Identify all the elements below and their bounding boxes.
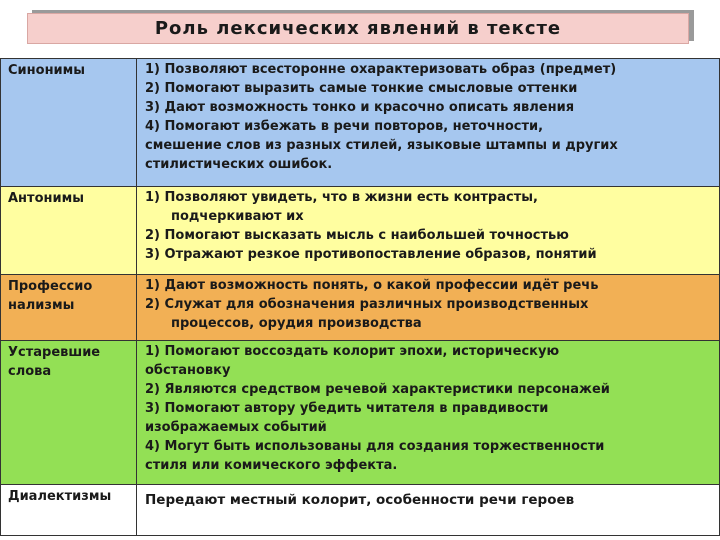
row-label: слова: [8, 364, 52, 379]
content-line: 1) Позволяют всесторонне охарактеризовать образ (предмет): [145, 62, 617, 77]
row-label: нализмы: [8, 298, 75, 313]
content-line: смешение слов из разных стилей, языковые штампы и других: [145, 138, 618, 153]
row-label-cell: [1, 59, 137, 187]
content-line: 2) Помогают высказать мысль с наибольшей точностью: [145, 228, 569, 243]
row-label: Антонимы: [8, 191, 84, 206]
content-line: стилистических ошибок.: [145, 157, 333, 172]
content-line: изображаемых событий: [145, 420, 327, 435]
row-label-cell: [1, 341, 137, 485]
table-row: [1, 341, 720, 485]
row-label-cell: [1, 187, 137, 275]
table-row: [1, 275, 720, 341]
row-content-cell: [137, 275, 720, 341]
lexical-phenomena-table: [0, 58, 720, 536]
content-line: 4) Могут быть использованы для создания торжественности: [145, 439, 605, 454]
row-content-cell: [137, 59, 720, 187]
row-label: Профессио: [8, 279, 93, 294]
content-line: 2) Служат для обозначения различных производственных: [145, 297, 589, 312]
content-line: 1) Дают возможность понять, о какой профессии идёт речь: [145, 278, 599, 293]
content-line: 2) Являются средством речевой характеристики персонажей: [145, 382, 610, 397]
row-label: Синонимы: [8, 63, 86, 78]
content-line: 1) Позволяют увидеть, что в жизни есть контрасты,: [145, 190, 538, 205]
content-line: 2) Помогают выразить самые тонкие смысловые оттенки: [145, 81, 578, 96]
row-content-cell: [137, 341, 720, 485]
content-line: 4) Помогают избежать в речи повторов, неточности,: [145, 119, 544, 134]
content-line: обстановку: [145, 363, 231, 378]
content-line: Передают местный колорит, особенности речи героев: [145, 492, 575, 508]
table-row: [1, 187, 720, 275]
row-label: Устаревшие: [8, 345, 101, 360]
content-line: 1) Помогают воссоздать колорит эпохи, историческую: [145, 344, 560, 359]
row-label-cell: [1, 485, 137, 536]
page-title: Роль лексических явлений в тексте: [27, 13, 689, 44]
row-label: Диалектизмы: [8, 489, 112, 504]
content-line: процессов, орудия производства: [171, 316, 422, 331]
content-line: стиля или комического эффекта.: [145, 458, 398, 473]
content-line: подчеркивают их: [171, 209, 304, 224]
table-row: [1, 59, 720, 187]
content-line: 3) Дают возможность тонко и красочно описать явления: [145, 100, 575, 115]
row-label-cell: [1, 275, 137, 341]
content-line: 3) Помогают автору убедить читателя в правдивости: [145, 401, 549, 416]
content-line: 3) Отражают резкое противопоставление образов, понятий: [145, 247, 597, 262]
table-body: [1, 59, 720, 536]
row-content-cell: [137, 485, 720, 536]
table-row: [1, 485, 720, 536]
row-content-cell: [137, 187, 720, 275]
